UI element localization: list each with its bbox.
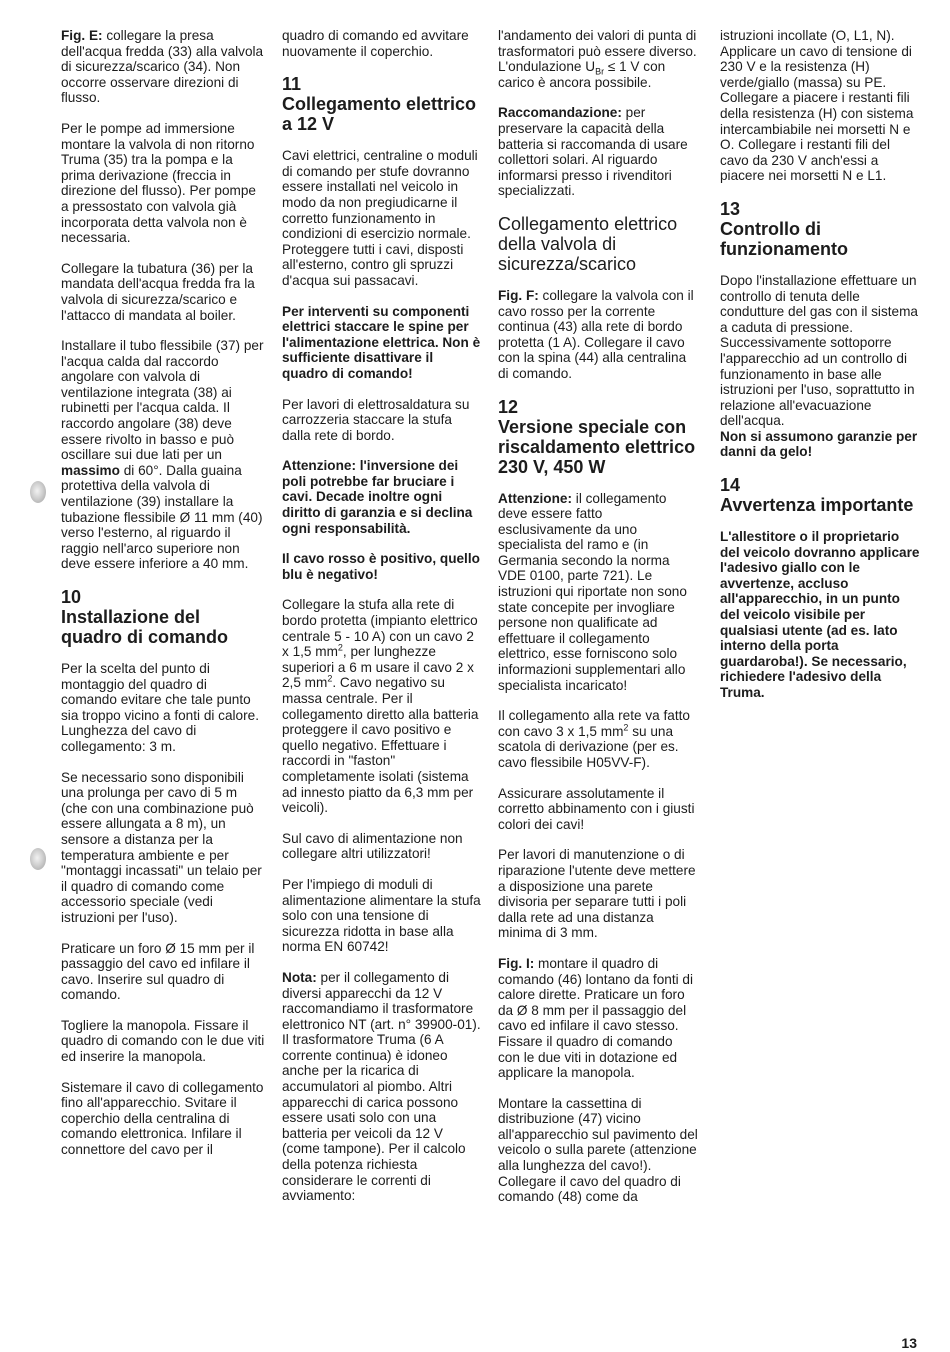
paragraph: Sistemare il cavo di collegamento fino all'apparecchio. Svitare il coperchio della centralina di comando elettronica. Infilare il connettore del cavo per il: [61, 1079, 264, 1158]
warning-label: Attenzione:: [498, 490, 573, 506]
paragraph: Per lavori di elettrosaldatura su carrozzeria staccare la stufa dalla rete di bordo.: [282, 396, 470, 443]
paragraph-text: per preservare la capacità della batteria si raccomanda di usare collettori solari. Al riguardo informarsi presso i rivenditori specializzati.: [498, 105, 688, 199]
paragraph: Per la scelta del punto di montaggio del quadro di comando evitare che tale punto sia troppo vicino a fonti di calore. Lunghezza del cavo di collegamento: 3 m.: [61, 661, 259, 754]
section-title: Avvertenza importante: [720, 495, 914, 516]
paragraph-text: di 60°. Dalla guaina protettiva della valvola di ventilazione (39) installare la tubazione flessibile Ø 11 mm (40) verso l'esterno, al riguardo il raggio nell'arco superiore non deve essere inferiore a 40 mm.: [61, 462, 263, 572]
section-heading-12: [498, 397, 698, 477]
section-heading-14: [720, 475, 920, 515]
section-heading-10: [61, 587, 266, 647]
column-4: [720, 28, 920, 716]
paragraph-text: Collegare la stufa alla rete di bordo protetta (impianto elettrico centrale 5 - 10 A) con un cavo 2 x 1,5 mm: [282, 597, 478, 660]
paragraph: Sul cavo di alimentazione non collegare altri utilizzatori!: [282, 830, 463, 862]
section-number: 11: [282, 74, 302, 95]
column-3: [498, 28, 698, 1220]
paragraph-text: l'andamento dei valori di punta di trasformatori può essere diverso. L'ondulazione U: [498, 28, 697, 75]
section-number: 14: [720, 475, 741, 496]
paragraph-text: Il collegamento alla rete va fatto con cavo 3 x 1,5 mm: [498, 708, 690, 739]
column-2: [282, 28, 482, 1219]
subsection-heading: Collegamento elettrico della valvola di sicurezza/scarico: [498, 213, 678, 274]
paragraph: Se necessario sono disponibili una prolunga per cavo di 5 m (che con una combinazione può essere allungata a 8 m), un sensore a distanza per la temperatura ambiente e per "montaggi incassati" un telaio per il quadro di comando come accessorio speciale (vedi istruzioni per l'uso).: [61, 769, 262, 925]
fig-label: Fig. E:: [61, 28, 103, 43]
paragraph: Montare la cassettina di distribuzione (47) vicino all'apparecchio sul pavimento del veicolo o sulla parete (attenzione alla lunghezza del cavo!). Collegare il cavo del quadro di comando (48) come da: [498, 1095, 698, 1205]
paragraph: [498, 491, 698, 694]
column-1: [61, 28, 266, 1173]
paragraph: [61, 338, 266, 572]
paragraph-text: Dopo l'installazione effettuare un controllo di tenuta delle condutture del gas con il sistema a caduta di pressione. Successivamente sottoporre l'apparecchio ad un controllo di funzionamento in base alle istruzioni per l'uso, soprattutto in relazione all'evacuazione dell'acqua.: [720, 272, 918, 429]
fig-label: Fig. I:: [498, 955, 535, 971]
paragraph: Praticare un foro Ø 15 mm per il passaggio del cavo ed infilare il cavo. Inserire sul quadro di comando.: [61, 940, 255, 1003]
fig-label: Fig. F:: [498, 287, 539, 303]
punch-hole-bottom: [30, 848, 46, 870]
paragraph: [498, 708, 698, 770]
section-heading-11: [282, 74, 482, 134]
paragraph-text: collegare la presa dell'acqua fredda (33) alla valvola di sicurezza/scarico (34). Non occorre osservare direzioni di flusso.: [61, 28, 264, 106]
paragraph: Per le pompe ad immersione montare la valvola di non ritorno Truma (35) tra la pompa e la prima derivazione (freccia in direzione del flusso). Per pompe a pressostato con valvola già incorporata detta valvola non è necessaria.: [61, 120, 256, 246]
paragraph-text: , per lunghezze superiori a 6 m usare il cavo 2 x 2,5 mm: [282, 644, 474, 691]
subscript: Br: [595, 66, 605, 77]
section-number: 13: [720, 198, 741, 219]
paragraph: [282, 970, 482, 1204]
paragraph: Togliere la manopola. Fissare il quadro di comando con le due viti ed inserire la manopola.: [61, 1017, 265, 1065]
paragraph-text: ≤ 1 V con carico è ancora possibile.: [498, 59, 666, 90]
paragraph-text: . Cavo negativo su massa centrale. Per il collegamento diretto alla batteria proteggere il cavo positivo e quello negativo. Effettuare i raccordi in "faston" completamente isolati (sistema ad innesto piatto da 6,3 mm per veicoli).: [282, 675, 479, 816]
paragraph: [282, 597, 482, 815]
superscript: 2: [337, 642, 343, 653]
paragraph-text: per il collegamento di diversi apparecchi da 12 V raccomandiamo il trasformatore elettronico NT (art. n° 39900-01). Il trasformatore Truma (6 A corrente continua) è idoneo anche per la ricarica di accumulatori al piombo. Altri apparecchi di carica possono essere usati solo con una batteria per veicoli da 12 V (come tampone). Per il calcolo della potenza richiesta considerare le correnti di avviamento:: [282, 969, 481, 1204]
paragraph: [498, 288, 698, 382]
section-title: Installazione del quadro di comando: [61, 607, 229, 647]
paragraph: [498, 28, 698, 90]
warning-paragraph: Il cavo rosso è positivo, quello blu è negativo!: [282, 551, 480, 582]
paragraph-text: collegare la valvola con il cavo rosso per la corrente continua (43) alla rete di bordo protetta (1 A). Collegare il cavo con la spina (44) alla centralina di comando.: [498, 287, 694, 381]
paragraph: Per l'impiego di moduli di alimentazione alimentare la stufa solo con una tensione di sicurezza ridotta in base alla norma EN 60742!: [282, 876, 481, 955]
recommendation-label: Raccomandazione:: [498, 105, 622, 121]
warning-paragraph: Per interventi su componenti elettrici staccare le spine per l'alimentazione elettrica. Non è sufficiente disattivare il quadro di comando!: [282, 303, 481, 381]
paragraph: quadro di comando ed avvitare nuovamente il coperchio.: [282, 28, 469, 59]
paragraph: Collegare la tubatura (36) per la mandata dell'acqua fredda fra la valvola di sicurezza/scarico e l'attacco di mandata al boiler.: [61, 260, 255, 323]
section-title: Versione speciale con riscaldamento elettrico 230 V, 450 W: [498, 416, 696, 477]
section-number: 10: [61, 587, 82, 607]
paragraph: istruzioni incollate (O, L1, N). Applicare un cavo di tensione di 230 V e la resistenza (H) verde/giallo (massa) su PE. Collegare a piacere i restanti fili della resistenza (H) con sistema intercambiabile nei morsetti N e O. Collegare i restanti fili del cavo da 230 V anch'essi a piacere nei morsetti N e L1.: [720, 28, 914, 184]
paragraph-text: il collegamento deve essere fatto esclusivamente da uno specialista del ramo e (in Germania secondo la norma VDE 0100, parte 721). Le istruzioni qui riportate non sono state concepite per invogliare persone non qualificate ad effettuare il collegamento elettrico, esse forniscono solo informazioni supplementari allo specialista incaricato!: [498, 490, 687, 693]
paragraph: [498, 105, 698, 199]
paragraph-text: Installare il tubo flessibile (37) per l'acqua calda dal raccordo angolare con valvola di ventilazione integrata (38) ai rubinetti per l'acqua calda. Il raccordo angolare (38) deve essere rivolto in basso e può oscillare sui due lati per un: [61, 338, 264, 463]
section-title: Controllo di funzionamento: [720, 218, 848, 259]
emphasis: massimo: [61, 462, 120, 478]
paragraph: Cavi elettrici, centraline o moduli di comando per stufe dovranno essere installati nel veicolo in modo da non pregiudicarne il corretto funzionamento in condizioni di esercizio normale. Proteggere tutti i cavi, disposti all'esterno, contro gli spruzzi d'acqua sui passacavi.: [282, 148, 478, 288]
page-number: 13: [901, 1335, 917, 1351]
superscript: 2: [623, 722, 629, 733]
superscript: 2: [327, 673, 333, 684]
paragraph-text: su una scatola di derivazione (per es. cavo flessibile H05VV-F).: [498, 723, 679, 770]
paragraph: Per lavori di manutenzione o di riparazione l'utente deve mettere a disposizione una parete divisoria per separare tutti i poli dalla rete ad una distanza minima di 3 mm.: [498, 847, 696, 941]
paragraph: [720, 273, 920, 460]
paragraph: [61, 28, 266, 106]
warning-paragraph: L'allestitore o il proprietario del veicolo dovranno applicare l'adesivo giallo con le avvertenze, accluso all'apparecchio, in un punto del veicolo visibile per qualsiasi utente (ad es. lato interno della porta guardaroba!). Se necessario, richiedere l'adesivo della Truma.: [720, 529, 920, 700]
warning-text: Non si assumono garanzie per danni da gelo!: [720, 428, 918, 460]
note-label: Nota:: [282, 969, 317, 985]
paragraph: Assicurare assolutamente il corretto abbinamento con i giusti colori dei cavi!: [498, 785, 695, 832]
paragraph: [498, 956, 698, 1081]
section-number: 12: [498, 396, 519, 417]
paragraph-text: montare il quadro di comando (46) lontano da fonti di calore dirette. Praticare un foro da Ø 8 mm per il passaggio del cavo ed infilare il cavo stesso. Fissare il quadro di comando con le due viti in dotazione ed applicare la manopola.: [498, 955, 693, 1081]
punch-hole-top: [30, 481, 46, 503]
warning-paragraph: Attenzione: l'inversione dei poli potrebbe far bruciare i cavi. Decade inoltre ogni diritto di garanzia e si declina ogni responsabilità.: [282, 458, 473, 536]
section-heading-13: [720, 199, 920, 259]
section-title: Collegamento elettrico a 12 V: [282, 94, 477, 135]
